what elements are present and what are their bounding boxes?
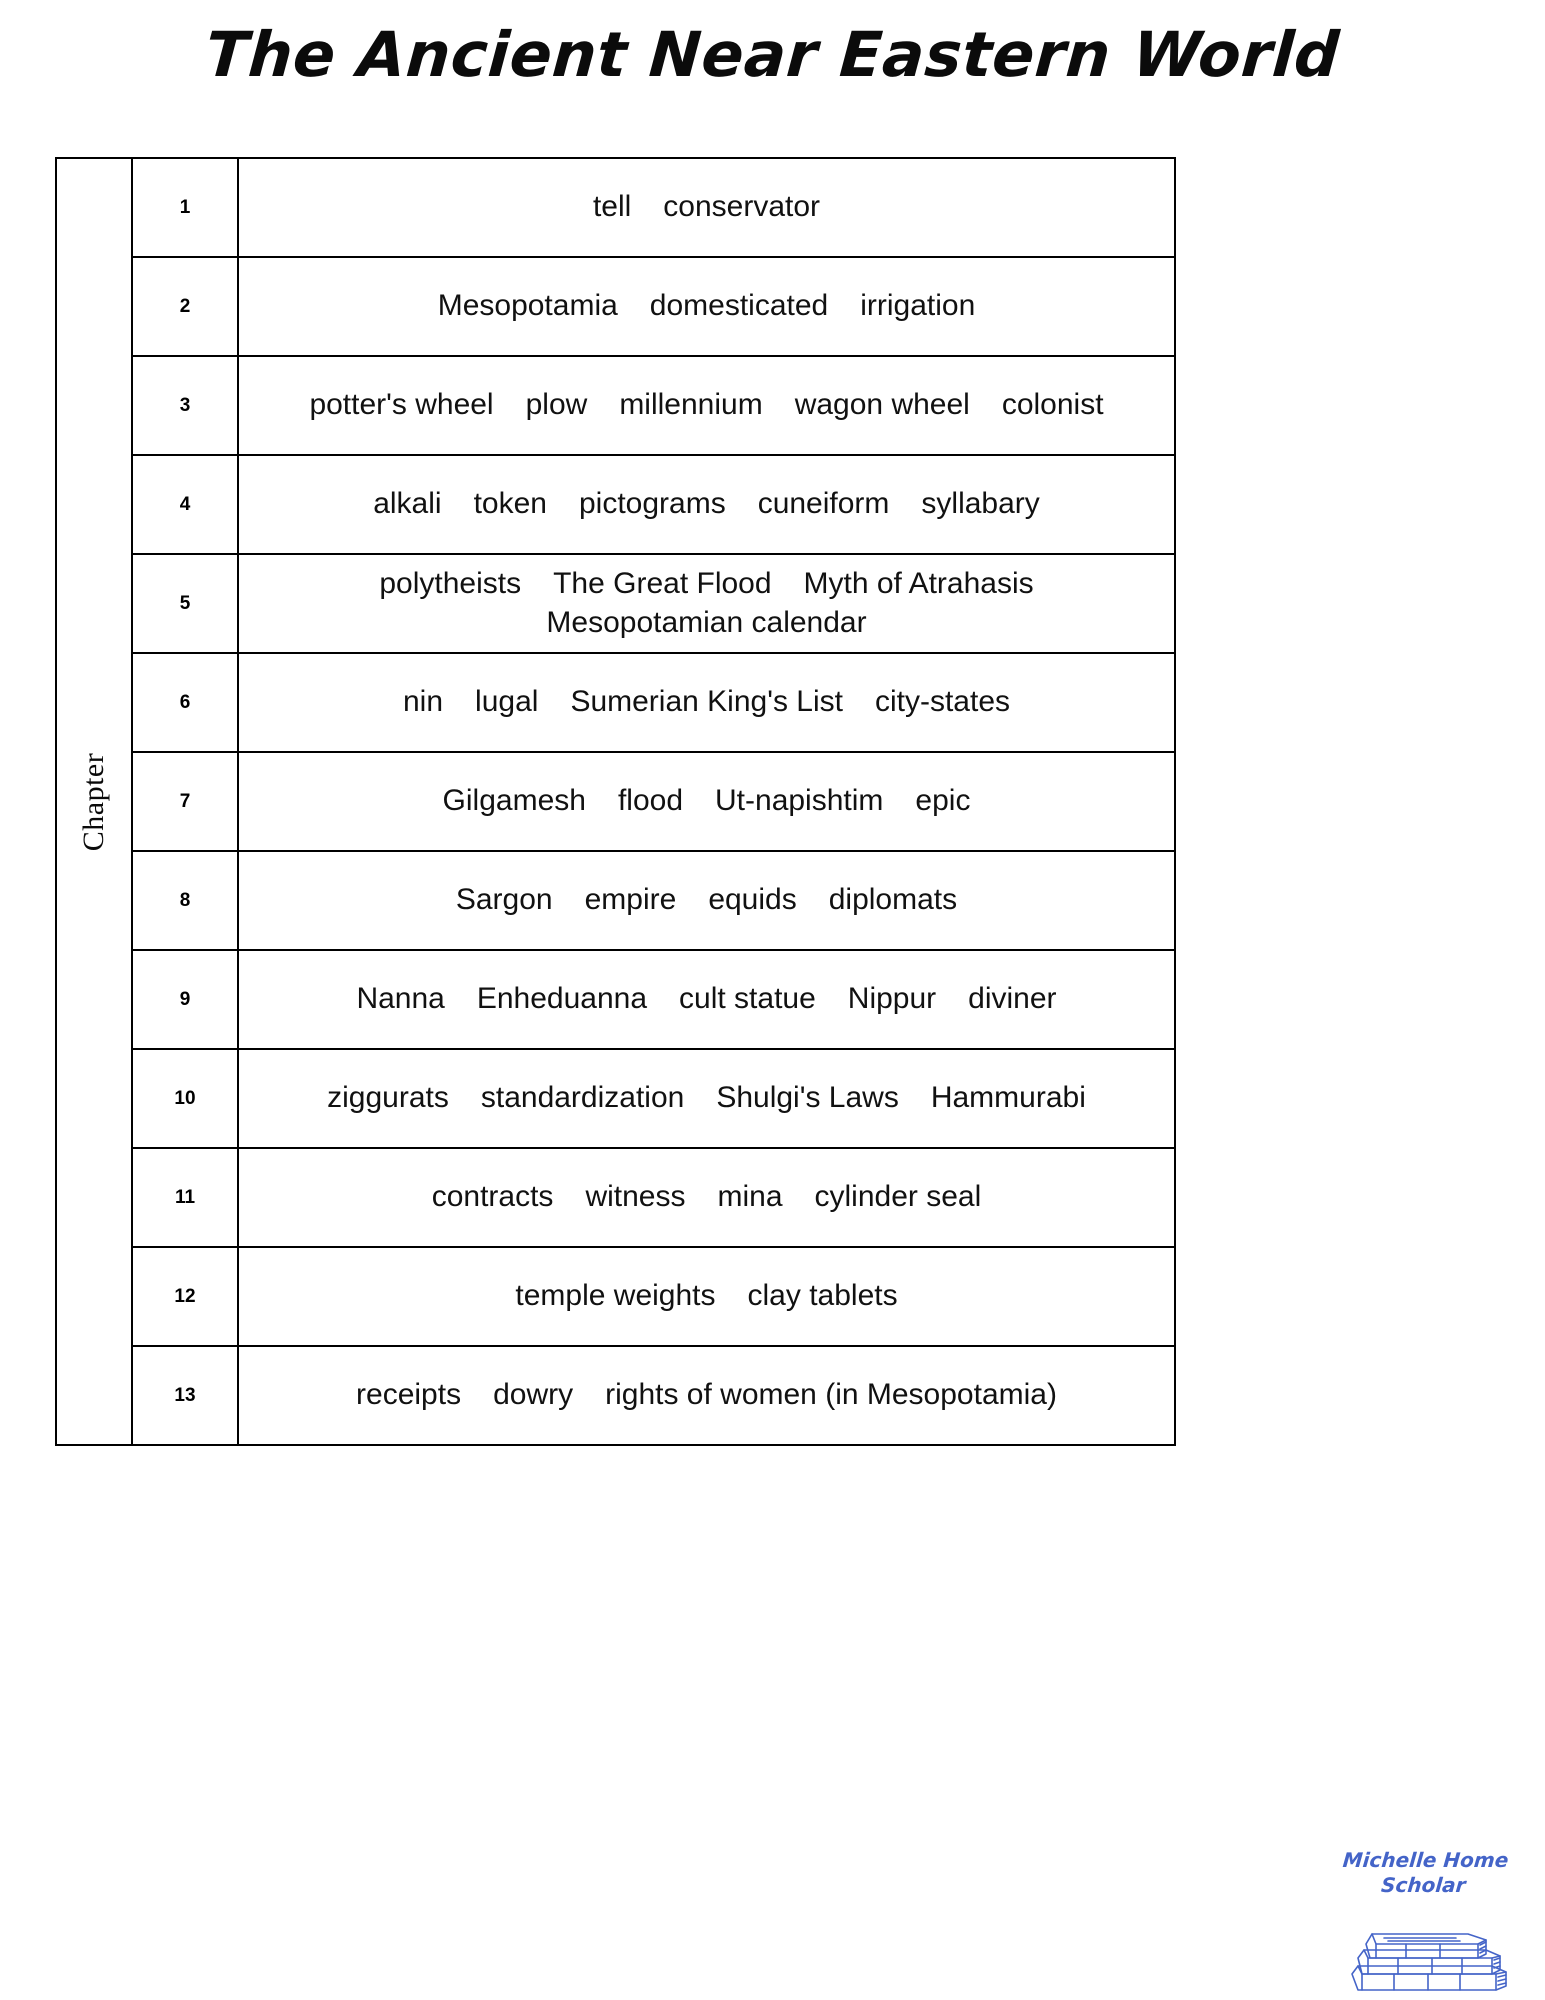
brand-name-line2: Scholar (1380, 1872, 1467, 1897)
chapter-number-cell (132, 356, 238, 455)
chapter-number-cell (132, 851, 238, 950)
chapter-number-cell (132, 158, 238, 257)
vocabulary-term: Hammurabi (930, 1081, 1086, 1115)
vocabulary-term: The Great Flood (553, 567, 772, 601)
vocabulary-term: cult statue (679, 982, 816, 1016)
vocabulary-terms-line (239, 881, 1174, 919)
vocabulary-term: Sumerian King's List (570, 685, 843, 719)
vocabulary-terms-cell (238, 455, 1175, 554)
vocabulary-term: flood (617, 784, 684, 818)
chapter-column-header-label: Chapter (77, 752, 110, 851)
chapter-number: 10 (174, 1087, 196, 1109)
vocabulary-terms-line (239, 1376, 1174, 1414)
vocabulary-terms-line (239, 980, 1174, 1018)
vocabulary-term: potter's wheel (309, 388, 494, 422)
vocabulary-terms-cell (238, 554, 1175, 653)
table-row (56, 1247, 1175, 1346)
brand-name (1320, 1848, 1529, 1898)
chapter-number: 13 (174, 1384, 196, 1406)
vocabulary-terms-cell (238, 1346, 1175, 1445)
table-row (56, 554, 1175, 653)
vocabulary-term: Mesopotamia (437, 289, 618, 323)
table-body (56, 158, 1175, 1445)
chapter-number: 5 (179, 592, 191, 614)
chapter-number-cell (132, 950, 238, 1049)
vocabulary-terms-cell (238, 653, 1175, 752)
vocabulary-term: epic (915, 784, 971, 818)
vocabulary-term: colonist (1001, 388, 1104, 422)
vocabulary-terms-cell (238, 356, 1175, 455)
table-row (56, 1148, 1175, 1247)
vocabulary-term: domesticated (649, 289, 829, 323)
vocabulary-term: receipts (356, 1378, 462, 1412)
vocabulary-terms-line (239, 782, 1174, 820)
chapter-number: 12 (174, 1285, 196, 1307)
table-row (56, 653, 1175, 752)
vocabulary-terms-line (239, 683, 1174, 721)
vocabulary-terms-cell (238, 851, 1175, 950)
vocabulary-term: Gilgamesh (442, 784, 586, 818)
vocabulary-term: Ut-napishtim (715, 784, 884, 818)
chapter-column-header (56, 158, 132, 1445)
chapter-number-cell (132, 1049, 238, 1148)
brand-name-line1: Michelle Home (1341, 1848, 1510, 1872)
table-row (56, 950, 1175, 1049)
chapter-number: 4 (179, 493, 191, 515)
stacked-books-icon (1336, 1914, 1516, 1992)
chapter-number-cell (132, 257, 238, 356)
vocabulary-term: plow (525, 388, 588, 422)
vocabulary-terms-line (239, 604, 1174, 642)
chapter-number: 6 (179, 691, 191, 713)
vocabulary-terms-cell (238, 1247, 1175, 1346)
vocabulary-term: cylinder seal (814, 1180, 982, 1214)
vocabulary-term: Myth of Atrahasis (803, 567, 1034, 601)
vocabulary-terms-cell (238, 1148, 1175, 1247)
vocabulary-term: token (473, 487, 547, 521)
vocabulary-term: conservator (663, 190, 821, 224)
vocabulary-terms-line (239, 1277, 1174, 1315)
vocabulary-term: clay tablets (747, 1279, 898, 1313)
page-title: The Ancient Near Eastern World (203, 18, 1342, 91)
chapter-number: 3 (179, 394, 191, 416)
vocabulary-term: dowry (493, 1378, 574, 1412)
table-row (56, 257, 1175, 356)
vocabulary-terms-line (239, 1178, 1174, 1216)
vocabulary-terms-cell (238, 950, 1175, 1049)
vocabulary-terms-line (239, 1079, 1174, 1117)
vocabulary-term: ziggurats (327, 1081, 449, 1115)
vocabulary-term: nin (403, 685, 444, 719)
vocabulary-terms-line (239, 386, 1174, 424)
vocabulary-terms-cell (238, 752, 1175, 851)
vocabulary-terms-line (239, 485, 1174, 523)
table-row (56, 1049, 1175, 1148)
chapter-number-cell (132, 554, 238, 653)
vocabulary-term: city-states (874, 685, 1010, 719)
vocabulary-term: Nanna (356, 982, 445, 1016)
vocabulary-term: Nippur (847, 982, 937, 1016)
chapter-number-cell (132, 1148, 238, 1247)
chapter-number-cell (132, 455, 238, 554)
vocabulary-term: Enheduanna (476, 982, 648, 1016)
vocabulary-table (55, 157, 1176, 1446)
chapter-number-cell (132, 1346, 238, 1445)
brand-logo (1322, 1842, 1527, 1992)
vocabulary-term: syllabary (921, 487, 1040, 521)
vocabulary-terms-cell (238, 158, 1175, 257)
chapter-number: 8 (179, 889, 191, 911)
vocabulary-term: millennium (619, 388, 763, 422)
vocabulary-terms-line (239, 287, 1174, 325)
chapter-number: 1 (179, 196, 191, 218)
vocabulary-term: witness (585, 1180, 686, 1214)
vocabulary-term: temple weights (515, 1279, 716, 1313)
table-row (56, 752, 1175, 851)
chapter-number: 9 (179, 988, 191, 1010)
chapter-number-cell (132, 1247, 238, 1346)
vocabulary-terms-cell (238, 1049, 1175, 1148)
vocabulary-term: cuneiform (757, 487, 890, 521)
table-row (56, 1346, 1175, 1445)
vocabulary-term: alkali (373, 487, 442, 521)
vocabulary-term: Shulgi's Laws (716, 1081, 899, 1115)
vocabulary-term: wagon wheel (794, 388, 970, 422)
vocabulary-term: lugal (475, 685, 539, 719)
chapter-number: 7 (179, 790, 191, 812)
vocabulary-term: rights of women (in Mesopotamia) (605, 1378, 1057, 1412)
vocabulary-term: Mesopotamian calendar (546, 605, 867, 639)
vocabulary-term: irrigation (860, 289, 976, 323)
vocabulary-terms-line (239, 565, 1174, 603)
vocabulary-term: pictograms (578, 487, 726, 521)
chapter-number: 2 (179, 295, 191, 317)
table-row (56, 158, 1175, 257)
table-row (56, 455, 1175, 554)
vocabulary-term: mina (717, 1180, 783, 1214)
chapter-number-cell (132, 653, 238, 752)
vocabulary-term: diplomats (828, 883, 958, 917)
vocabulary-terms-cell (238, 257, 1175, 356)
vocabulary-term: equids (708, 883, 797, 917)
vocabulary-term: tell (592, 190, 632, 224)
chapter-number-cell (132, 752, 238, 851)
table-row (56, 851, 1175, 950)
vocabulary-term: diviner (968, 982, 1057, 1016)
vocabulary-terms-line (239, 188, 1174, 226)
chapter-number: 11 (174, 1186, 196, 1208)
vocabulary-term: empire (584, 883, 677, 917)
vocabulary-term: polytheists (379, 567, 522, 601)
table-row (56, 356, 1175, 455)
vocabulary-term: standardization (480, 1081, 685, 1115)
vocabulary-term: contracts (431, 1180, 554, 1214)
vocabulary-term: Sargon (455, 883, 553, 917)
